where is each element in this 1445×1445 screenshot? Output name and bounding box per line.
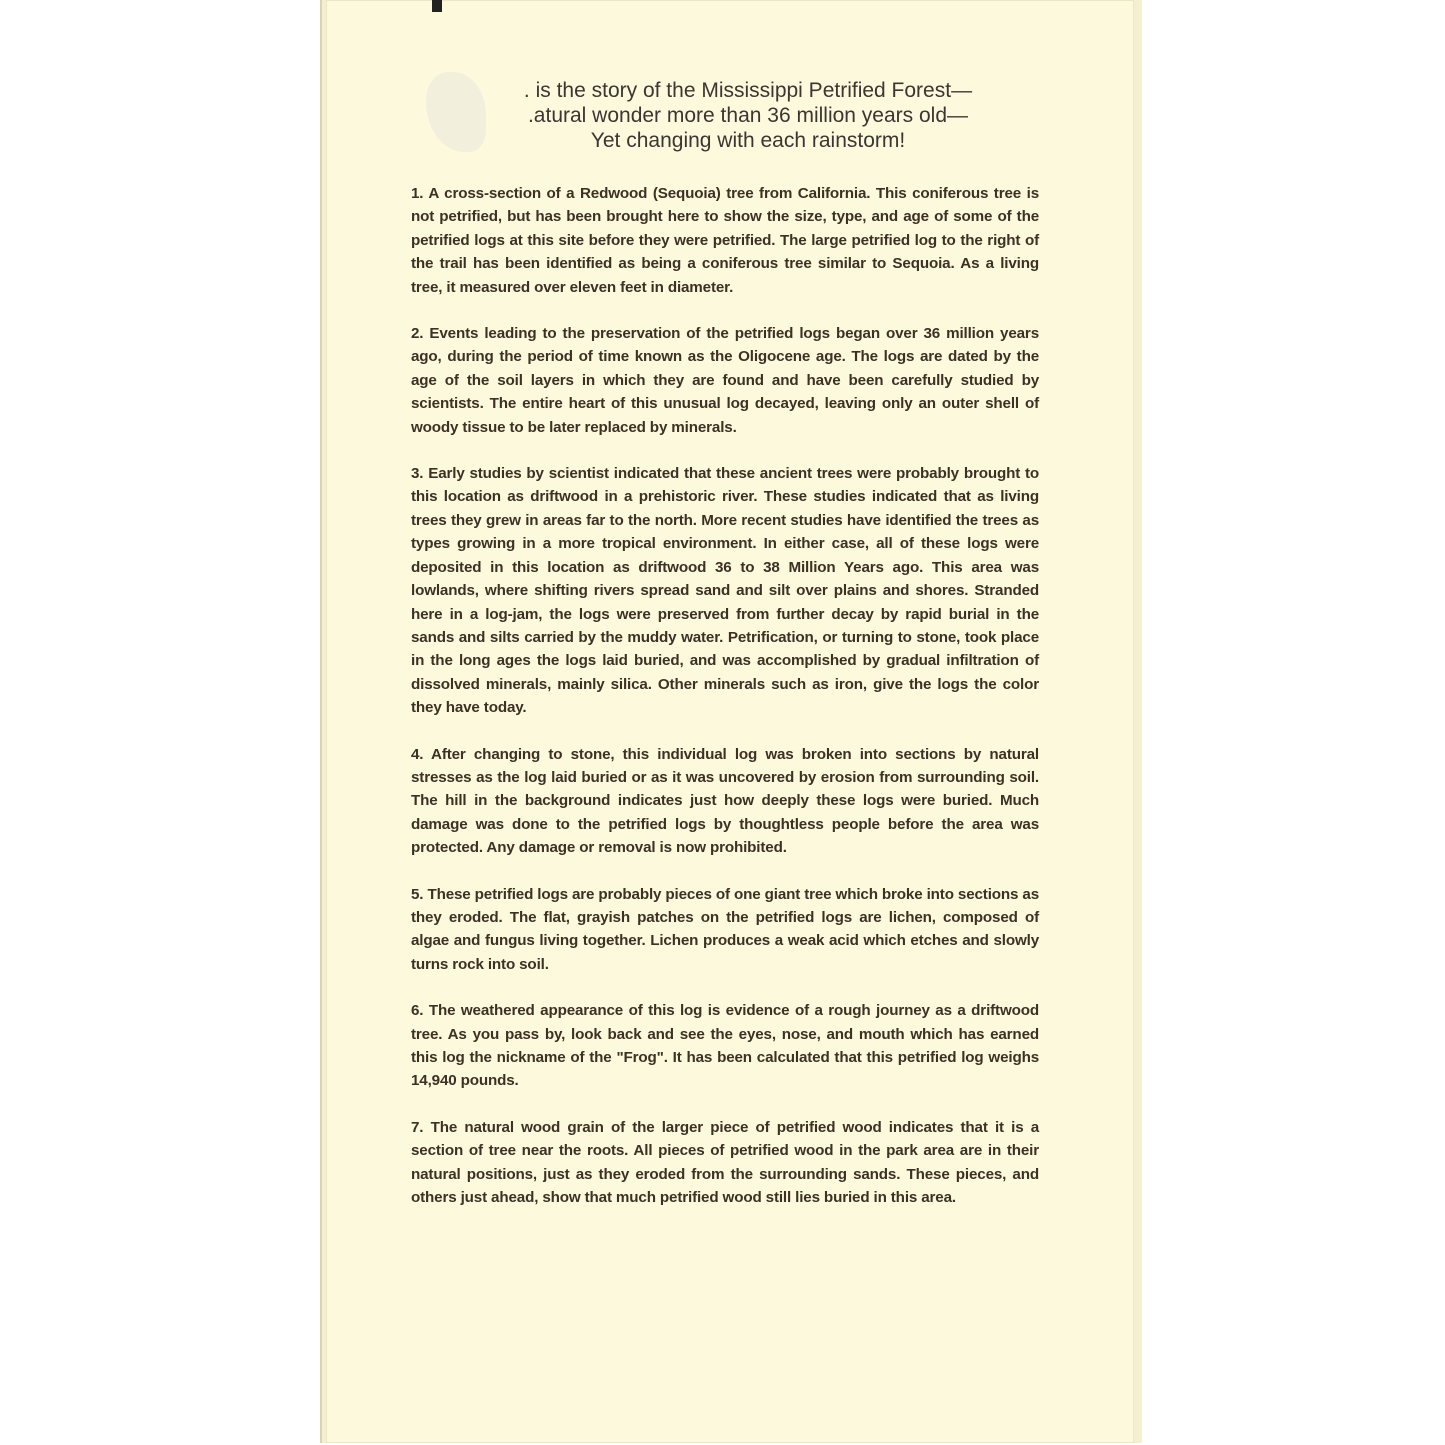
clip-mark xyxy=(432,0,442,12)
paragraph-7: 7. The natural wood grain of the larger piece of petrified wood indicates that it is a section of tree near the roots. All pieces of petrified wood in the park area are in their natural positions, just as they eroded from the surrounding sands. These pieces, and others just ahead, show that much petrified wood still lies buried in this area. xyxy=(411,1118,1039,1207)
heading-line-1: . is the story of the Mississippi Petrified Forest— xyxy=(523,79,973,102)
paragraph-1: 1. A cross-section of a Redwood (Sequoia) tree from California. This coniferous tree is not petrified, but has been brought here to show the size, type, and age of some of the petrified logs at this site before they were petrified. The large petrified log to the right of the trail has been identified as being a coniferous tree similar to Sequoia. As a living tree, it measured over eleven feet in diameter. xyxy=(411,185,1039,296)
paragraph-6: 6. The weathered appearance of this log is evidence of a rough journey as a driftwood tree. As you pass by, look back and see the eyes, nose, and mouth which has earned this log the nickname of the "Frog". It has been calculated that this petrified log weighs 14,940 pounds. xyxy=(411,1002,1039,1090)
document-body xyxy=(411,182,1039,1232)
document-heading xyxy=(408,78,1088,153)
heading-line-3: Yet changing with each rainstorm! xyxy=(590,129,906,152)
paragraph-2: 2. Events leading to the preservation of the petrified logs began over 36 million years ago, during the period of time known as the Oligocene age. The logs are dated by the age of the soil layers in which they are found and have been carefully studied by scientists. The entire heart of this unusual log decayed, leaving only an outer shell of woody tissue to be later replaced by minerals. xyxy=(411,325,1039,436)
heading-line-2: .atural wonder more than 36 million years old— xyxy=(527,104,969,127)
paragraph-3: 3. Early studies by scientist indicated that these ancient trees were probably brought to this location as driftwood in a prehistoric river. These studies indicated that as living trees they grew in areas far to the north. More recent studies have identified the trees as types growing in a more tropical environment. In either case, all of these logs were deposited in this location as driftwood 36 to 38 Million Years ago. This area was lowlands, where shifting rivers spread sand and silt over plains and shores. Stranded here in a log-jam, the logs were preserved from further decay by rapid burial in the sands and silts carried by the muddy water. Petrification, or turning to stone, took place in the long ages the logs laid buried, and was accomplished by gradual infiltration of dissolved minerals, mainly silica. Other minerals such as iron, give the logs the color they have today. xyxy=(411,465,1039,717)
paragraph-4: 4. After changing to stone, this individual log was broken into sections by natural stresses as the log laid buried or as it was uncovered by erosion from surrounding soil. The hill in the background indicates just how deeply these logs were buried. Much damage was done to the petrified logs by thoughtless people before the area was protected. Any damage or removal is now prohibited. xyxy=(411,745,1039,857)
paragraph-5: 5. These petrified logs are probably pieces of one giant tree which broke into sections as they eroded. The flat, grayish patches on the petrified logs are lichen, composed of algae and fungus living together. Lichen produces a weak acid which etches and slowly turns rock into soil. xyxy=(411,885,1039,973)
